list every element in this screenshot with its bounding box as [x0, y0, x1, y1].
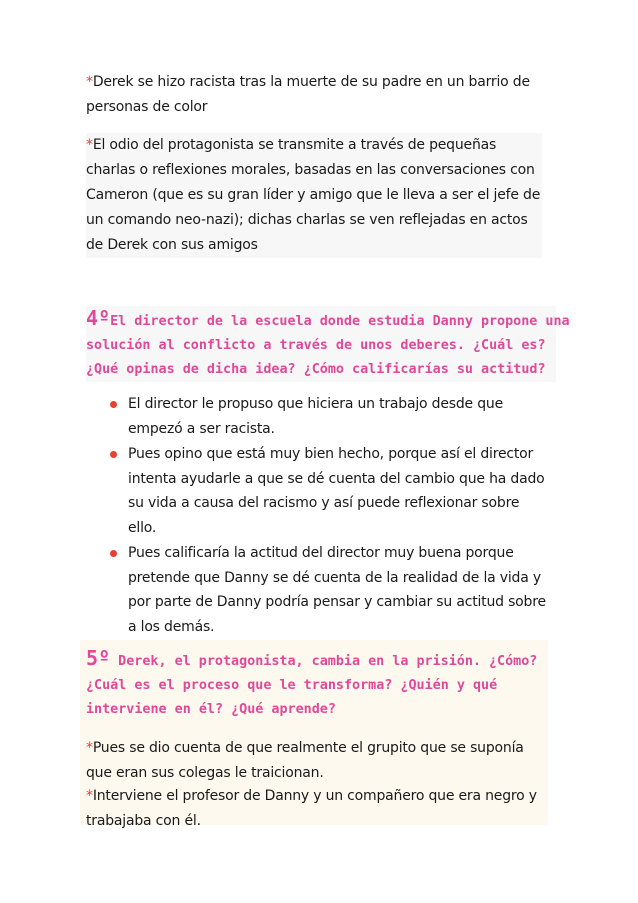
question-5-answer-1	[86, 736, 546, 786]
bullet-icon	[110, 401, 117, 408]
question-5-line-1: Derek, el protagonista, cambia en la prisión. ¿Cómo?	[110, 654, 538, 669]
intro-paragraph-2-text: El odio del protagonista se transmite a través de pequeñas charlas o reflexiones morales, basadas en las conversaciones con Cameron (que es su gran líder y amigo que le lleva a ser el jefe de un comando neo-nazi); dichas charlas se ven reflejadas en actos de Derek con sus amigos	[86, 137, 541, 253]
intro-paragraph-2	[86, 133, 542, 258]
asterisk-marker: *	[86, 740, 93, 756]
answer-text: Pues calificaría la actitud del director muy buena porque pretende que Danny se dé cuenta de la realidad de la vida y por parte de Danny podría pensar y cambiar su actitud sobre a los demás.	[128, 545, 546, 635]
question-5-number: 5º	[86, 646, 111, 670]
list-item	[110, 442, 550, 540]
question-5-line-3: interviene en él? ¿Qué aprende?	[86, 702, 336, 717]
question-5-answer-1-text: Pues se dio cuenta de que realmente el grupito que se suponía que eran sus colegas le traicionan.	[86, 740, 524, 781]
answer-text: El director le propuso que hiciera un trabajo desde que empezó a ser racista.	[128, 396, 503, 437]
intro-paragraph-1-text: Derek se hizo racista tras la muerte de su padre en un barrio de personas de color	[86, 74, 530, 115]
answer-text: Pues opino que está muy bien hecho, porque así el director intenta ayudarle a que se dé cuenta del cambio que ha dado su vida a causa del racismo y así puede reflexionar sobre ello.	[128, 446, 545, 536]
bullet-icon	[110, 451, 117, 458]
bullet-icon	[110, 550, 117, 557]
list-item	[110, 541, 550, 639]
question-4-line-1: El director de la escuela donde estudia Danny propone una	[110, 314, 570, 329]
asterisk-marker: *	[86, 137, 93, 153]
asterisk-marker: *	[86, 788, 93, 804]
list-item	[110, 392, 550, 441]
question-5-line-2: ¿Cuál es el proceso que le transforma? ¿Quién y qué	[86, 678, 498, 693]
asterisk-marker: *	[86, 74, 93, 90]
question-5-heading	[86, 646, 556, 722]
question-4-line-3: ¿Qué opinas de dicha idea? ¿Cómo calificarías su actitud?	[86, 358, 556, 382]
intro-paragraph-1	[86, 70, 546, 120]
question-4-number: 4º	[86, 306, 111, 330]
question-5-answer-2-text: Interviene el profesor de Danny y un compañero que era negro y trabajaba con él.	[86, 788, 537, 829]
question-5-answer-2	[86, 784, 546, 834]
question-4-answers	[110, 392, 550, 640]
question-4-line-2: solución al conflicto a través de unos deberes. ¿Cuál es?	[86, 334, 556, 358]
question-4-heading	[86, 306, 570, 382]
